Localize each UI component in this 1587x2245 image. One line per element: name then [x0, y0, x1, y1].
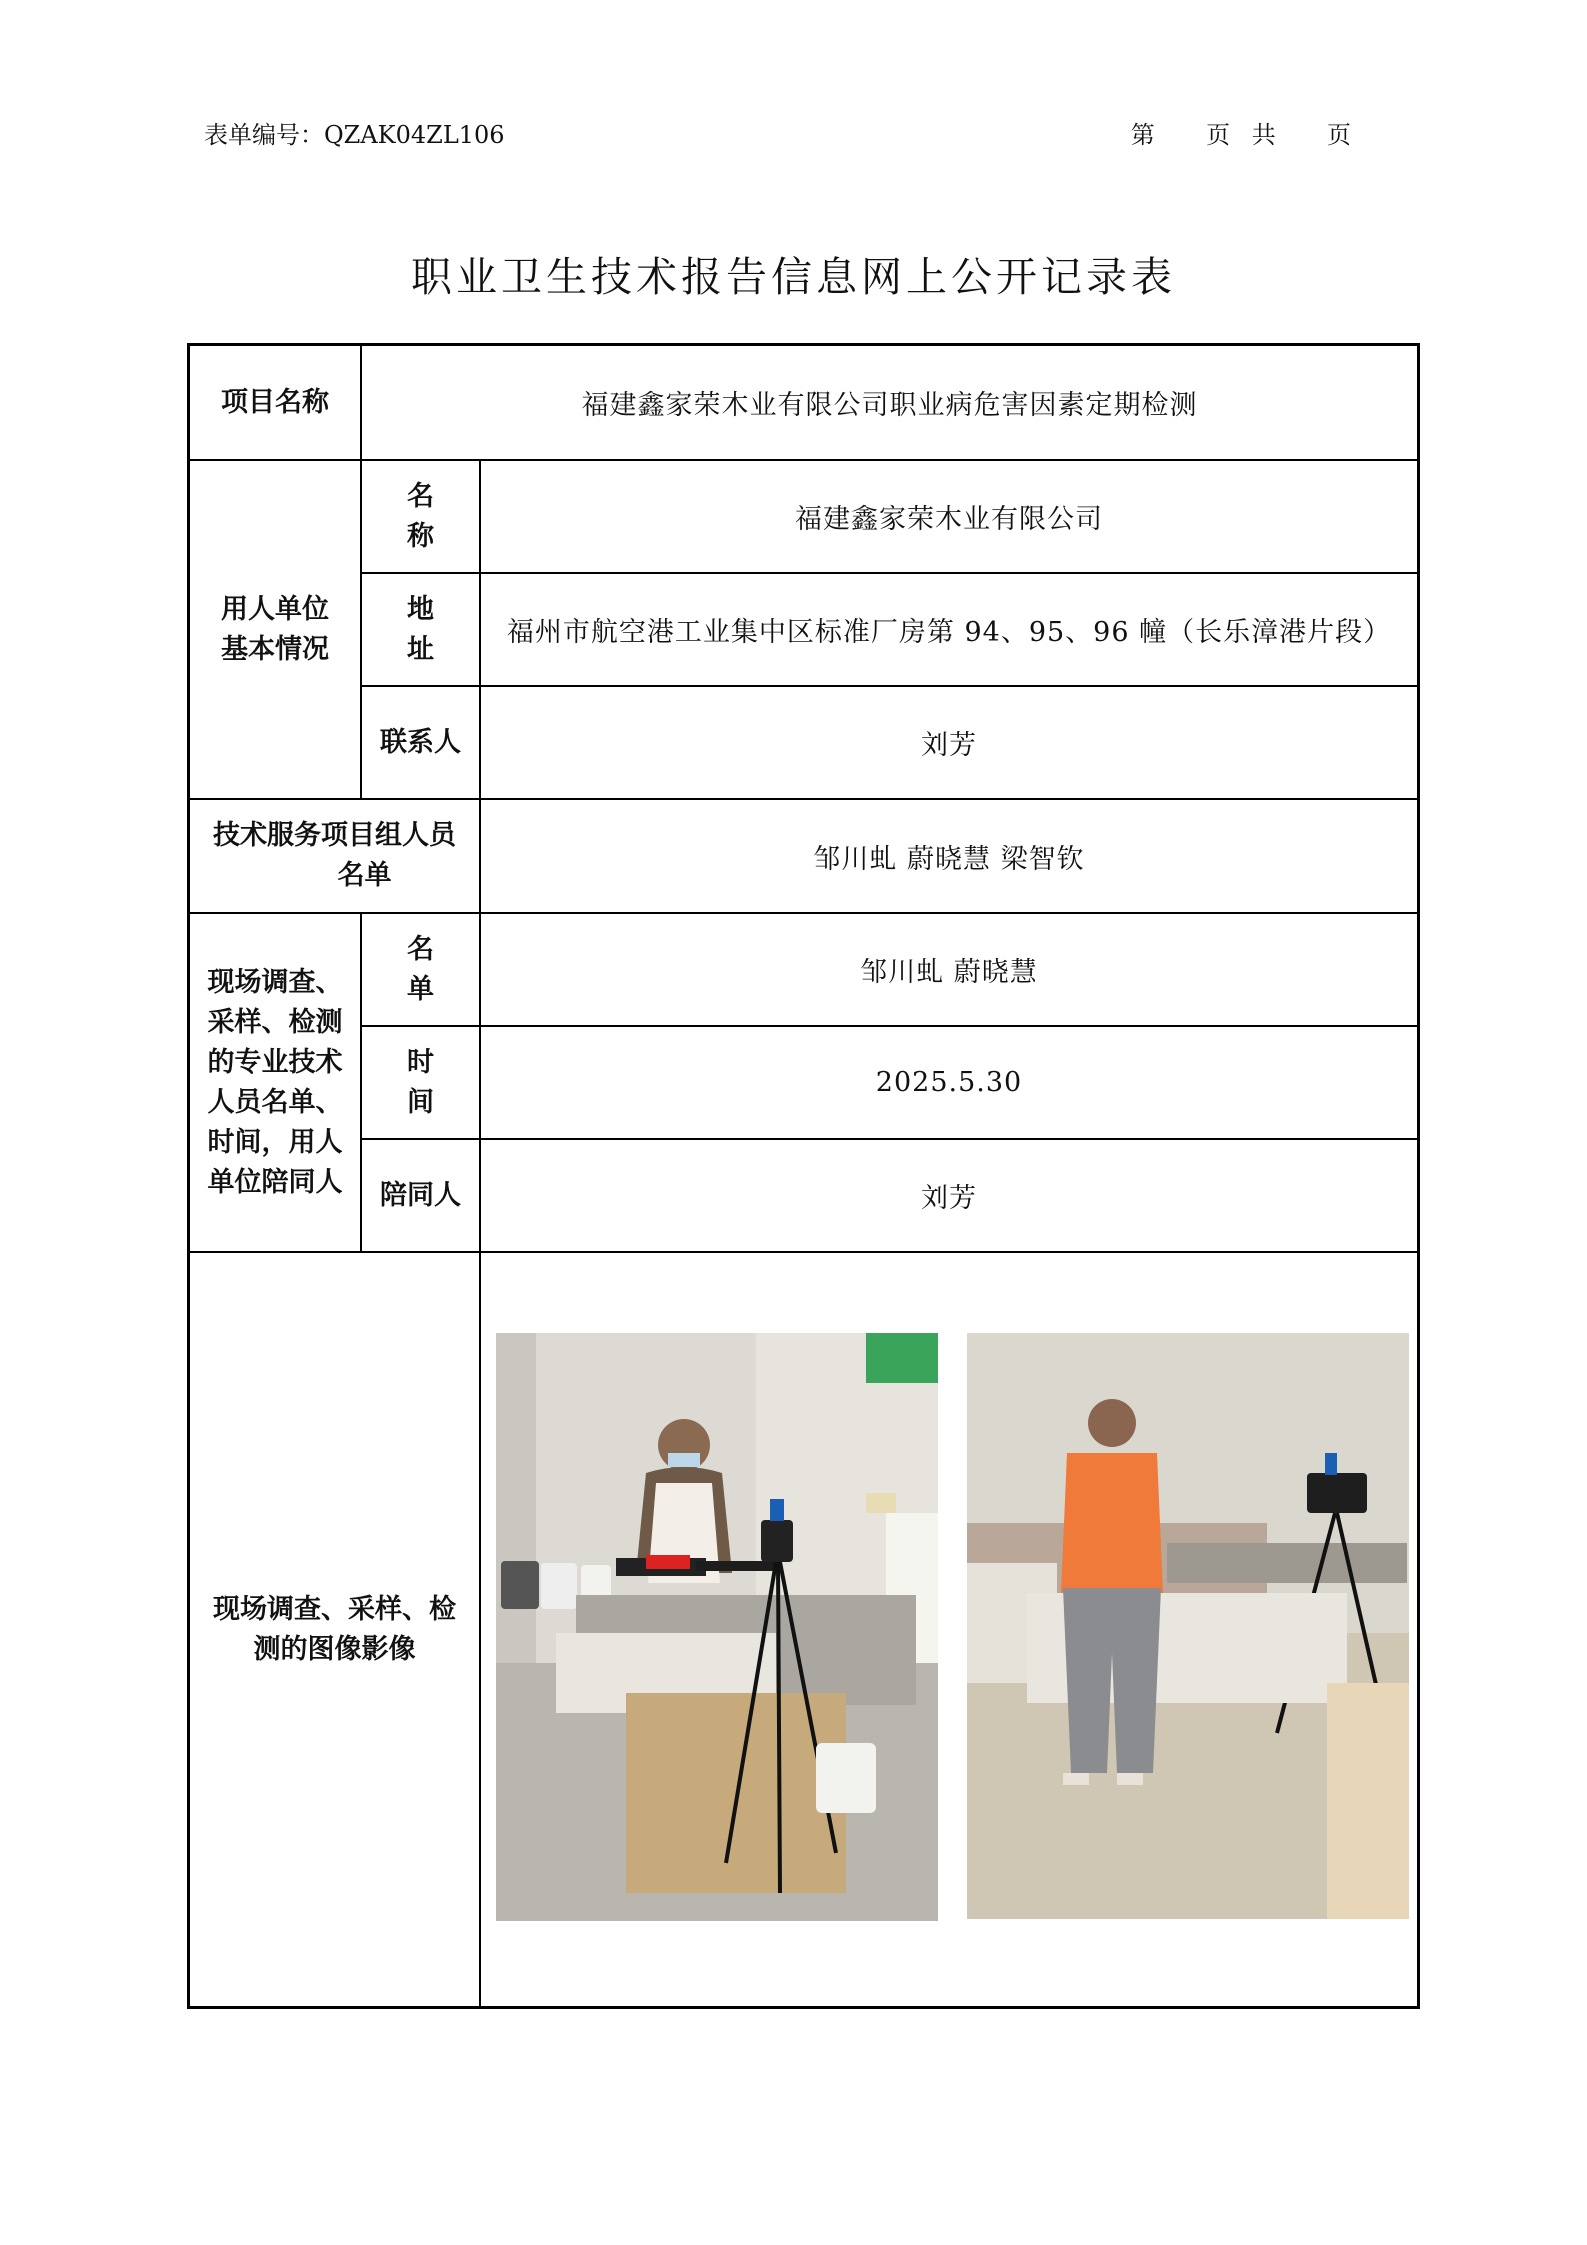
project-name-label: 项目名称 [221, 386, 329, 418]
employer-contact-value: 刘芳 [921, 730, 977, 761]
team-label: 技术服务项目组人员 名单 [213, 820, 456, 891]
employer-name-label: 名称 [407, 480, 466, 552]
sampling-photo-1-image [496, 1333, 938, 1921]
employer-contact-label: 联系人 [380, 726, 461, 758]
survey-time-value: 2025.5.30 [875, 1067, 1023, 1098]
page-info: 第 页 共 页 [1130, 120, 1351, 149]
employer-group-label: 用人单位 基本情况 [221, 593, 329, 665]
team-value: 邹川虬 蔚晓慧 梁智钦 [813, 843, 1085, 875]
page-header [204, 112, 1351, 152]
survey-group-label: 现场调查、 采样、检测 的专业技术 人员名单、 时间，用人 单位陪同人 [207, 966, 343, 1198]
form-number: 表单编号：QZAK04ZL106 [204, 120, 505, 149]
sampling-photo-2-image [967, 1333, 1409, 1919]
site-photo-1 [496, 1333, 938, 1921]
survey-time-label: 时间 [407, 1046, 466, 1118]
employer-name-value: 福建鑫家荣木业有限公司 [795, 504, 1103, 535]
site-photo-2 [967, 1333, 1409, 1919]
page-title: 职业卫生技术报告信息网上公开记录表 [411, 253, 1176, 301]
images-label: 现场调查、采样、检 测的图像影像 [213, 1593, 456, 1665]
survey-companion-label: 陪同人 [380, 1179, 461, 1211]
survey-list-label: 名单 [407, 933, 466, 1005]
record-table [187, 343, 1420, 2009]
survey-companion-value: 刘芳 [921, 1183, 977, 1214]
project-name-value: 福建鑫家荣木业有限公司职业病危害因素定期检测 [581, 390, 1198, 421]
survey-list-value: 邹川虬 蔚晓慧 [860, 957, 1038, 988]
employer-address-label: 地址 [407, 593, 466, 665]
employer-address-value: 福州市航空港工业集中区标准厂房第 94、95、96 幢（长乐漳港片段） [506, 617, 1392, 648]
